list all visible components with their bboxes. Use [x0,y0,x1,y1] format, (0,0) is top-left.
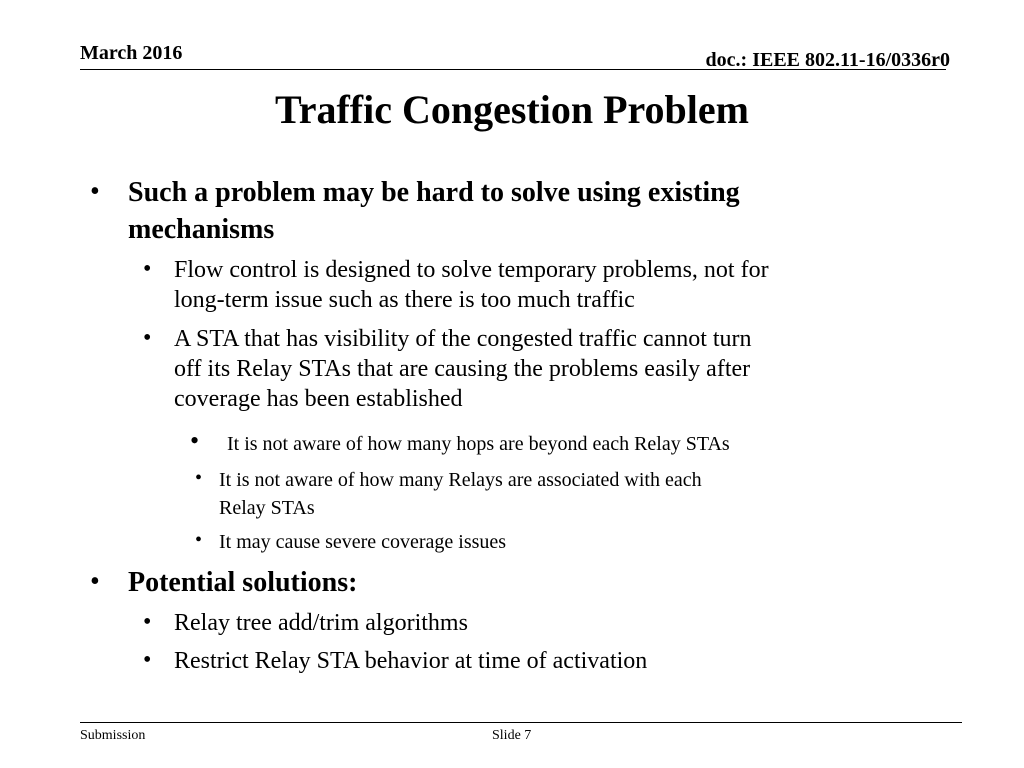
footer-slide-number: Slide 7 [492,728,532,743]
bullet-text-line: long-term issue such as there is too much traffic [174,287,635,313]
bullet-text [128,174,948,248]
bullet-text [174,324,944,414]
bullet-text: It is not aware of how many hops are beyond each Relay STAs [227,433,730,455]
header-doc-id: doc.: IEEE 802.11-16/0336r0 [705,49,950,71]
bullet-icon: • [143,325,152,351]
bullet-icon: • [195,467,203,489]
bullet-text-line: Relay STAs [219,497,315,519]
bullet-text: Restrict Relay STA behavior at time of activation [174,648,648,674]
bullet-text-line: It is not aware of how many Relays are associated with each [219,469,702,491]
bullet-text-line: Such a problem may be hard to solve using existing [128,177,740,208]
bullet-text: Relay tree add/trim algorithms [174,610,468,636]
bullet-text: It may cause severe coverage issues [219,531,507,553]
footer-submission: Submission [80,728,146,743]
slide-title: Traffic Congestion Problem [274,87,749,132]
bullet-icon: • [143,609,152,635]
bullet-text-line: mechanisms [128,214,275,245]
bullet-text-line: coverage has been established [174,386,463,412]
bullet-icon: • [90,176,100,207]
header-date: March 2016 [80,42,183,64]
bullet-text-line: Flow control is designed to solve temporary problems, not for [174,257,769,283]
bullet-icon: • [190,426,200,455]
bullet-icon: • [90,566,100,597]
bullet-text-line: A STA that has visibility of the congested traffic cannot turn [174,326,752,352]
bullet-text [219,466,919,522]
bullet-icon: • [143,256,152,282]
bullet-text: Potential solutions: [128,567,358,598]
footer-divider [80,722,962,723]
header-divider [80,69,946,70]
bullet-text-line: off its Relay STAs that are causing the problems easily after [174,356,751,382]
bullet-text [174,255,944,315]
bullet-icon: • [143,647,152,673]
bullet-icon: • [195,529,203,551]
